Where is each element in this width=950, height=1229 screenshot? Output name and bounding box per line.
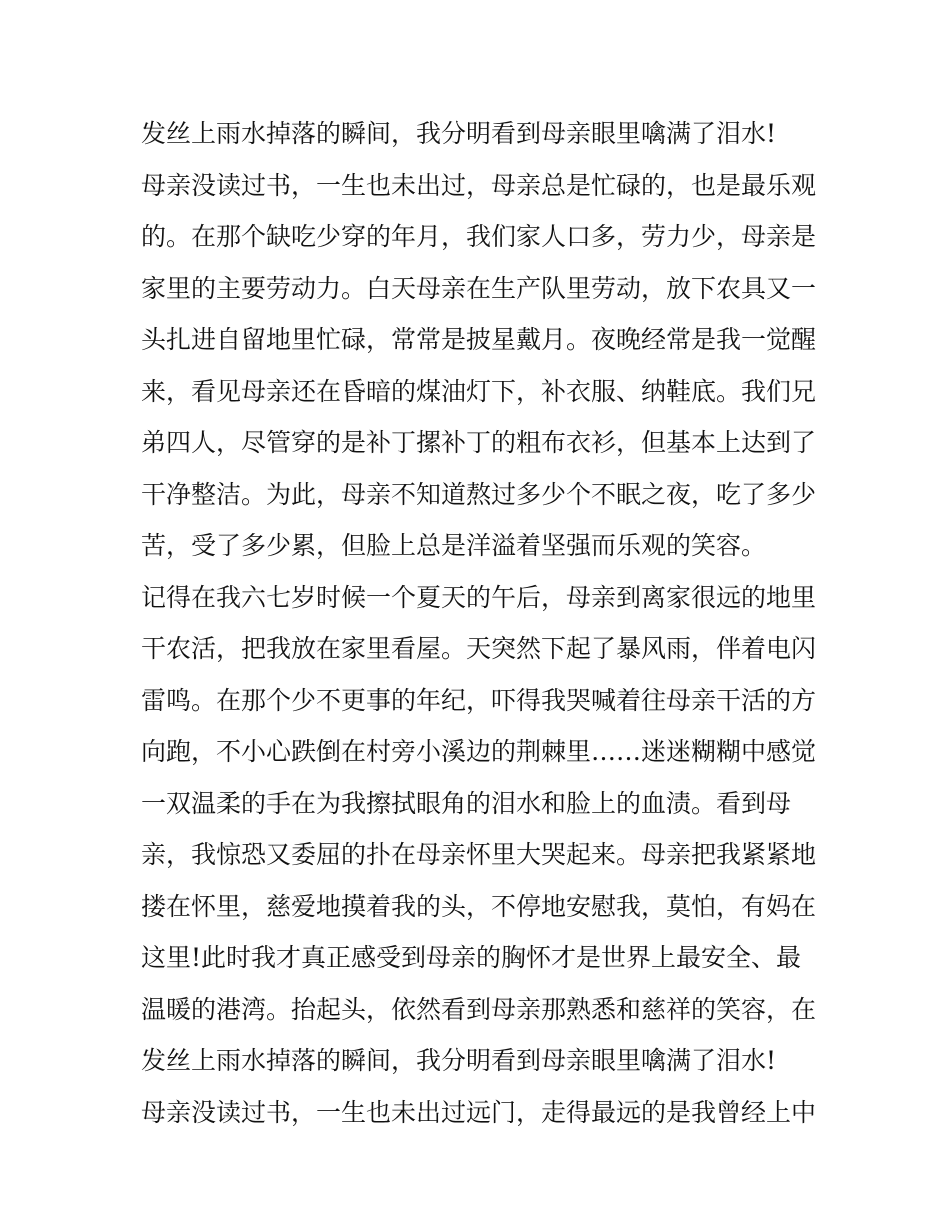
text-line: 的。在那个缺吃少穿的年月，我们家人口多，劳力少，母亲是: [141, 222, 817, 251]
text-line: 发丝上雨水掉落的瞬间，我分明看到母亲眼里噙满了泪水!: [141, 119, 777, 148]
text-line: 一双温柔的手在为我擦拭眼角的泪水和脸上的血渍。看到母: [141, 788, 792, 818]
text-line: 发丝上雨水掉落的瞬间，我分明看到母亲眼里噙满了泪水!: [141, 1046, 777, 1075]
text-line: 家里的主要劳动力。白天母亲在生产队里劳动，放下农具又一: [141, 273, 817, 303]
text-line: 来，看见母亲还在昏暗的煤油灯下，补衣服、纳鞋底。我们兄: [141, 376, 817, 406]
text-line: 温暖的港湾。抬起头，依然看到母亲那熟悉和慈祥的笑容，在: [141, 994, 817, 1024]
text-line: 记得在我六七岁时候一个夏天的午后，母亲到离家很远的地里: [141, 582, 817, 612]
text-line: 这里!此时我才真正感受到母亲的胸怀才是世界上最安全、最: [141, 943, 802, 972]
text-line: 母亲没读过书，一生也未出过远门，走得最远的是我曾经上中: [141, 1097, 817, 1127]
text-line: 弟四人，尽管穿的是补丁摞补丁的粗布衣衫，但基本上达到了: [141, 428, 817, 457]
body-text: [141, 108, 821, 1138]
text-line: 头扎进自留地里忙碌，常常是披星戴月。夜晚经常是我一觉醒: [141, 325, 817, 354]
text-line: 向跑，不小心跌倒在村旁小溪边的荆棘里……迷迷糊糊中感觉: [141, 737, 817, 766]
text-line: 搂在怀里，慈爱地摸着我的头，不停地安慰我，莫怕，有妈在: [141, 891, 817, 921]
text-line: 苦，受了多少累，但脸上总是洋溢着坚强而乐观的笑容。: [141, 531, 767, 560]
text-line: 干农活，把我放在家里看屋。天突然下起了暴风雨，伴着电闪: [141, 634, 817, 663]
text-line: 母亲没读过书，一生也未出过，母亲总是忙碌的，也是最乐观: [141, 170, 817, 200]
text-line: 雷鸣。在那个少不更事的年纪，吓得我哭喊着往母亲干活的方: [141, 685, 817, 715]
text-line: 干净整洁。为此，母亲不知道熬过多少个不眠之夜，吃了多少: [141, 479, 817, 509]
text-line: 亲，我惊恐又委屈的扑在母亲怀里大哭起来。母亲把我紧紧地: [141, 840, 817, 869]
